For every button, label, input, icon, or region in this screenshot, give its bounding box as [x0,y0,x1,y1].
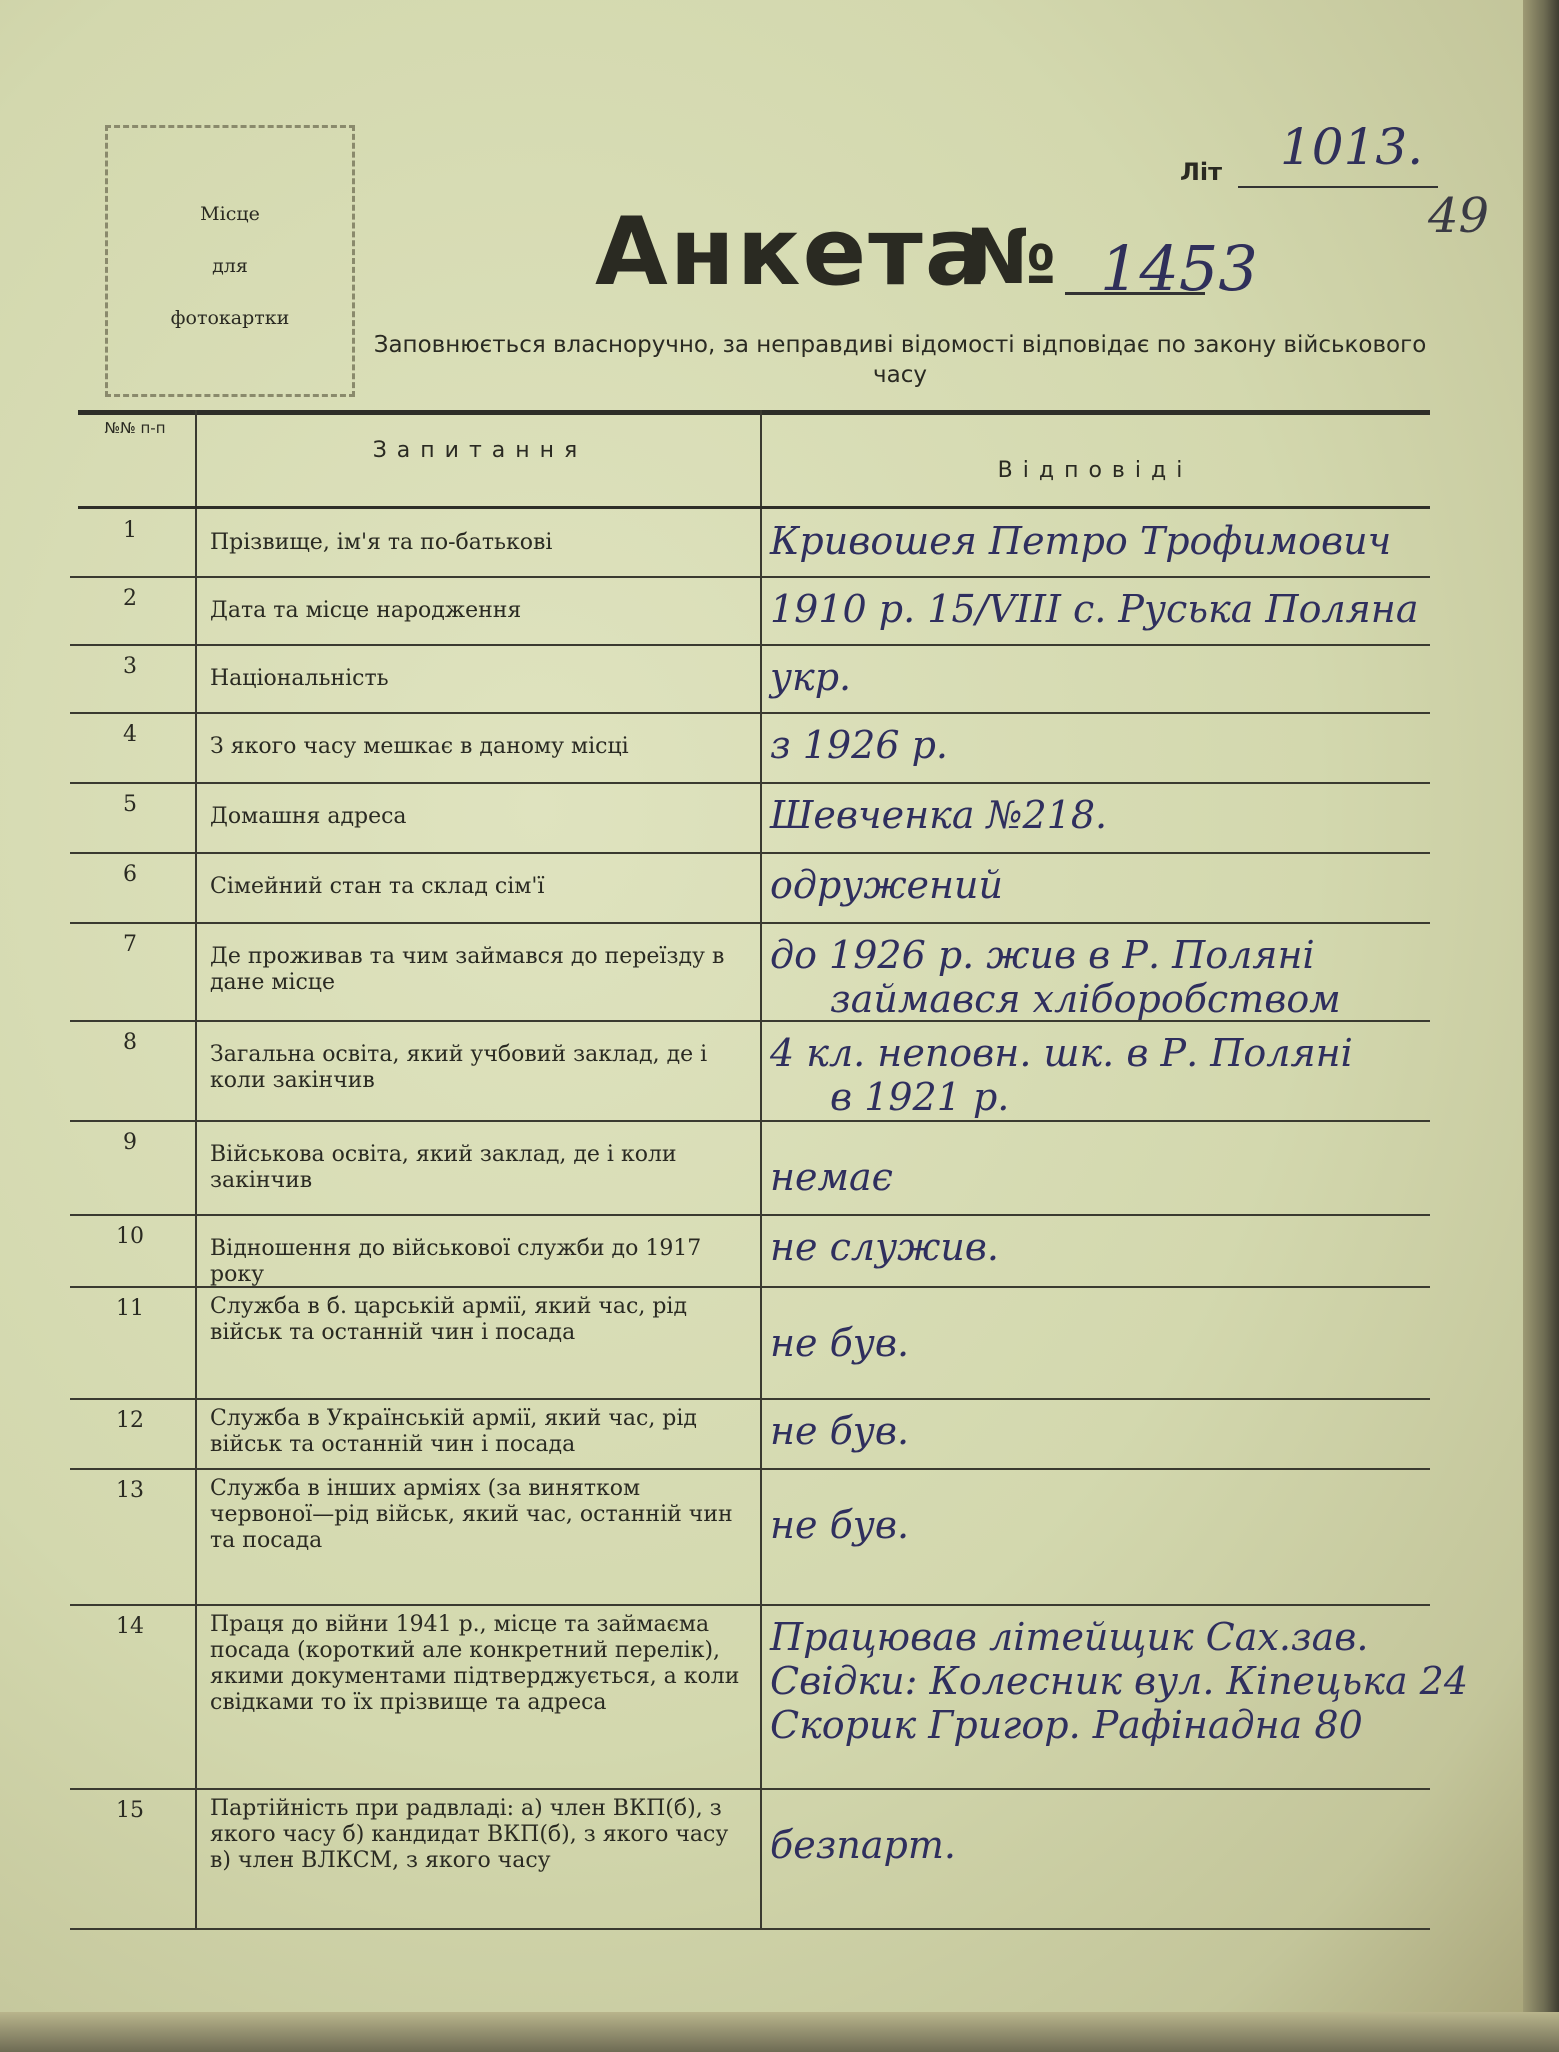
answer-line: не був. [770,1503,910,1547]
answer-line: укр. [770,655,852,699]
form-subtitle: Заповнюється власноручно, за неправдиві відомості відповідає по закону військового часу [373,332,1427,388]
row-number: 11 [116,1296,144,1321]
answer-line: Скорик Григор. Рафінадна 80 [770,1703,1363,1747]
row-number: 5 [123,792,137,817]
photo-label-line-1: Місце [200,203,260,225]
question-text: Дата та місце народження [210,598,522,623]
photo-placeholder [105,125,355,397]
page-edge-right [1523,0,1559,2052]
row-number: 2 [123,586,137,611]
table-row [70,714,1430,784]
table-row [70,1470,1430,1606]
row-number: 13 [116,1478,144,1503]
question-text: Служба в інших арміях (за винятком червоної—рід військ, який час, останній чин та посада [210,1476,733,1553]
lit-label: Літ [1180,158,1223,186]
answer-line: до 1926 р. жив в Р. Поляні [770,933,1315,977]
number-sign: № [965,212,1057,301]
answer-line: 1910 р. 15/VIII с. Руська Поляна [770,587,1419,631]
row-number: 3 [123,654,137,679]
table-row [70,1288,1430,1400]
question-text: Де проживав та чим займався до переїзду в дане місце [210,944,725,995]
answer-line: не був. [770,1321,910,1365]
question-text: Домашня адреса [210,804,407,829]
answer-line: Працював літейщик Сах.зав. [770,1615,1369,1659]
table-row [70,510,1430,578]
header-bottom-rule [78,506,1430,509]
table-row [70,1400,1430,1470]
question-text: Партійність при радвладі: а) член ВКП(б), з якого часу б) кандидат ВКП(б), з якого часу в) член ВЛКСМ, з якого часу [210,1796,729,1873]
answer-line: в 1921 р. [830,1075,1010,1119]
row-number: 10 [116,1224,144,1249]
answer-line: одружений [770,863,1003,907]
corner-number: 49 [1428,188,1490,244]
page-edge-bottom [0,2012,1559,2052]
question-text: Військова освіта, який заклад, де і коли закінчив [210,1142,677,1193]
column-header-answer: Відповіді [997,458,1193,483]
answer-line: Кривошея Петро Трофимович [770,519,1392,563]
row-number: 1 [123,518,137,543]
question-text: Національність [210,666,389,691]
answer-line: Шевченка №218. [770,793,1108,837]
photo-label-line-2: для [212,255,248,277]
form-number: 1453 [1100,232,1258,305]
answer-line: не був. [770,1409,910,1453]
table-row [70,646,1430,714]
answer-line: займався хліборобством [830,977,1341,1021]
table-row [70,1022,1430,1122]
question-text: Прізвище, ім'я та по-батькові [210,530,553,555]
column-header-number: №№ п-п [104,419,166,437]
answer-line: безпарт. [770,1823,956,1867]
form-title: Анкета [595,198,991,307]
answer-line: з 1926 р. [770,723,948,767]
row-number: 8 [123,1030,137,1055]
table-top-rule [78,410,1430,415]
table-row [70,784,1430,854]
table-row [70,854,1430,924]
table-row [70,1606,1469,1790]
table-row [70,578,1430,646]
row-number: 12 [116,1408,144,1433]
question-text: Служба в Українській армії, який час, рід військ та останній чин і посада [210,1406,697,1457]
lit-value: 1013. [1280,118,1424,176]
question-text: З якого часу мешкає в даному місці [210,734,629,759]
row-rule [70,1928,1430,1930]
questionnaire-table [70,410,1469,1930]
table-row [70,1216,1430,1288]
question-text: Сімейний стан та склад сім'ї [210,874,545,899]
row-number: 9 [123,1130,137,1155]
row-number: 14 [116,1614,144,1639]
table-row [70,1790,1430,1930]
answer-line: Свідки: Колесник вул. Кіпецька 24 [770,1659,1469,1703]
table-row [70,924,1430,1022]
answer-line: не служив. [770,1225,999,1269]
photo-label-line-3: фотокартки [170,307,290,329]
answer-line: 4 кл. неповн. шк. в Р. Поляні [770,1031,1353,1075]
question-text: Відношення до військової служби до 1917 року [210,1236,702,1287]
row-number: 6 [123,862,137,887]
question-text: Праця до війни 1941 р., місце та займаєма посада (короткий але конкретний перелік), якими документами підтверджується, а коли свідками то їх прізвище та адреса [210,1612,740,1715]
row-number: 4 [123,722,137,747]
question-text: Служба в б. царській армії, який час, рід військ та останній чин і посада [210,1294,687,1345]
row-number: 15 [116,1798,144,1823]
row-number: 7 [123,932,137,957]
question-text: Загальна освіта, який учбовий заклад, де і коли закінчив [210,1042,708,1093]
table-row [70,1122,1430,1216]
answer-line: немає [770,1155,893,1199]
column-header-question: Запитання [372,438,588,463]
lit-underline [1238,186,1438,188]
